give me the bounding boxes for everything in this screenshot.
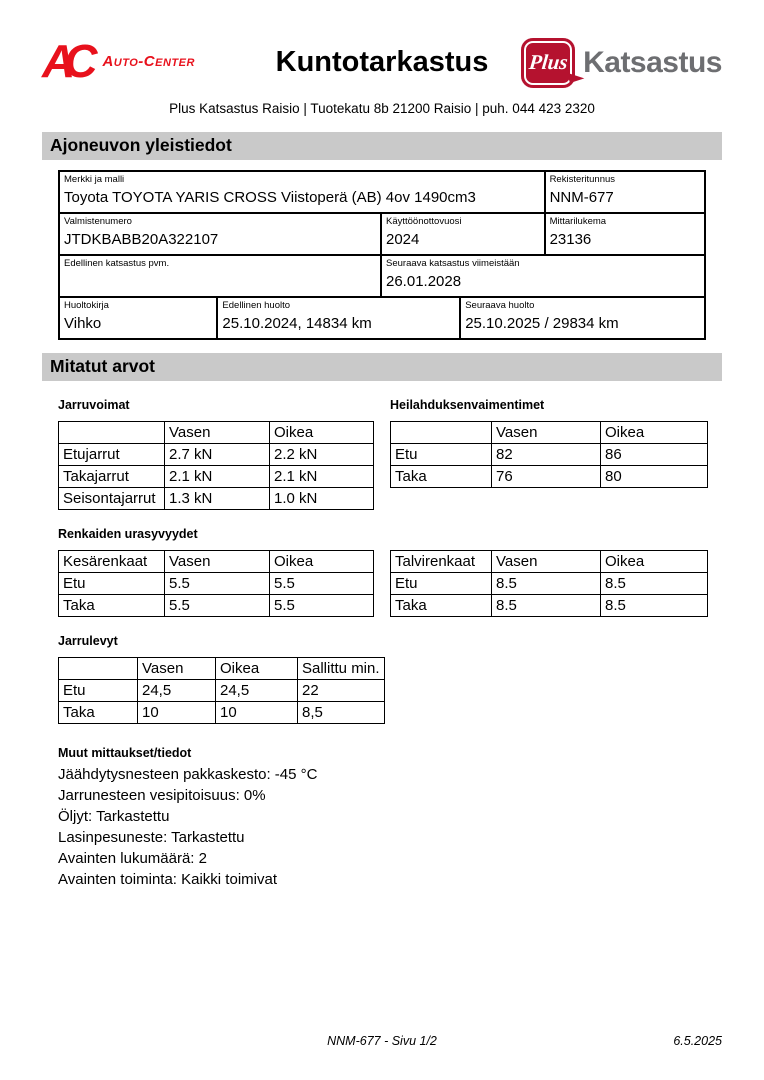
field-registration (546, 172, 704, 212)
table-cell: 86 (601, 444, 708, 466)
tire-tread-title: Renkaiden urasyvyydet (58, 527, 198, 541)
field-label: Mittarilukema (549, 216, 607, 227)
table-cell: Etujarrut (59, 444, 165, 466)
table-cell: Taka (391, 595, 492, 617)
table-cell: Takajarrut (59, 466, 165, 488)
measured-row-discs (0, 617, 764, 724)
field-value: Vihko (64, 315, 102, 332)
field-make-model (60, 172, 546, 212)
plus-katsastus-logo (510, 36, 722, 88)
table-header-cell: Oikea (270, 422, 374, 444)
table-cell: 8.5 (492, 573, 601, 595)
table-cell: Etu (59, 573, 165, 595)
katsastus-logo-text: Katsastus (583, 46, 722, 79)
table-cell: 82 (492, 444, 601, 466)
field-previous-service (218, 298, 461, 338)
plus-badge-icon (521, 38, 575, 88)
field-value: JTDKBABB20A322107 (64, 231, 219, 248)
table-header-cell: Kesärenkaat (59, 551, 165, 573)
footer-page-label: NNM-677 - Sivu 1/2 (327, 1034, 437, 1048)
table-cell: 2.1 kN (270, 466, 374, 488)
auto-center-monogram-icon: AC (42, 35, 87, 87)
field-label: Edellinen katsastus pvm. (64, 258, 170, 269)
table-row (391, 595, 708, 617)
table-row (59, 573, 374, 595)
measured-row-brakes-shocks (0, 381, 764, 510)
table-cell: Taka (59, 702, 138, 724)
vehicle-info-row (60, 298, 704, 338)
vehicle-info-row (60, 172, 704, 214)
brake-forces-table (58, 421, 374, 510)
table-header-cell: Oikea (601, 551, 708, 573)
table-header-cell (391, 422, 492, 444)
table-header-cell: Talvirenkaat (391, 551, 492, 573)
table-header-cell: Vasen (492, 551, 601, 573)
table-cell: 1.0 kN (270, 488, 374, 510)
section-header-general: Ajoneuvon yleistiedot (42, 132, 722, 160)
table-cell: Taka (391, 466, 492, 488)
shock-absorbers-table (390, 421, 708, 488)
table-header-cell: Oikea (216, 658, 298, 680)
field-odometer (546, 214, 704, 254)
measurement-line-oils: Öljyt: Tarkastettu (58, 808, 170, 825)
table-cell: 8.5 (601, 573, 708, 595)
winter-tires-table (390, 550, 708, 617)
vehicle-info-table (58, 170, 706, 340)
measured-row-tires (0, 510, 764, 617)
field-value: 25.10.2024, 14834 km (222, 315, 372, 332)
table-header-cell: Sallittu min. (298, 658, 385, 680)
table-cell: Etu (391, 573, 492, 595)
auto-center-logo (42, 35, 254, 87)
page-footer (0, 1034, 764, 1048)
table-cell: 10 (138, 702, 216, 724)
other-measurements-title: Muut mittaukset/tiedot (58, 746, 192, 760)
report-header (0, 0, 764, 88)
field-value: 23136 (549, 231, 592, 248)
table-row (59, 680, 385, 702)
summer-tires-table (58, 550, 374, 617)
field-label: Rekisteritunnus (549, 174, 616, 185)
table-header-cell: Oikea (270, 551, 374, 573)
field-service-book (60, 298, 218, 338)
table-cell: Etu (391, 444, 492, 466)
footer-date: 6.5.2025 (673, 1034, 722, 1048)
table-row (391, 466, 708, 488)
measurement-line-key-count: Avainten lukumäärä: 2 (58, 850, 207, 867)
field-next-inspection (382, 256, 704, 296)
table-cell: 8.5 (601, 595, 708, 617)
table-cell: 5.5 (270, 595, 374, 617)
table-row (59, 488, 374, 510)
table-cell: 22 (298, 680, 385, 702)
field-value: 26.01.2028 (386, 273, 462, 290)
table-cell: 80 (601, 466, 708, 488)
brake-discs-table (58, 657, 385, 724)
vehicle-info-row (60, 214, 704, 256)
field-value: 25.10.2025 / 29834 km (465, 315, 619, 332)
table-cell: 5.5 (165, 573, 270, 595)
field-label: Seuraava huolto (465, 300, 535, 311)
measurement-line-washer-fluid: Lasinpesuneste: Tarkastettu (58, 829, 245, 846)
field-value (64, 272, 376, 291)
table-header-cell: Oikea (601, 422, 708, 444)
table-header-cell: Vasen (165, 422, 270, 444)
measurement-line-coolant: Jäähdytysnesteen pakkaskesto: -45 °C (58, 766, 318, 783)
brake-forces-title: Jarruvoimat (58, 398, 130, 412)
table-header-cell: Vasen (492, 422, 601, 444)
table-row (59, 466, 374, 488)
table-cell: 1.3 kN (165, 488, 270, 510)
shock-absorbers-title: Heilahduksenvaimentimet (390, 398, 545, 412)
table-cell: 2.2 kN (270, 444, 374, 466)
table-header-cell (59, 422, 165, 444)
table-row (59, 702, 385, 724)
measurement-line-key-function: Avainten toiminta: Kaikki toimivat (58, 871, 277, 888)
table-cell: Etu (59, 680, 138, 702)
page-title: Kuntotarkastus (275, 46, 489, 78)
table-header-cell (59, 658, 138, 680)
field-first-use-year (382, 214, 546, 254)
table-cell: 5.5 (165, 595, 270, 617)
brake-discs-title: Jarrulevyt (58, 634, 118, 648)
table-cell: 24,5 (138, 680, 216, 702)
section-header-measured: Mitatut arvot (42, 353, 722, 381)
table-cell: 5.5 (270, 573, 374, 595)
table-cell: 24,5 (216, 680, 298, 702)
auto-center-logo-text: Auto-Center (102, 53, 195, 71)
field-label: Huoltokirja (64, 300, 109, 311)
field-value: 2024 (386, 231, 420, 248)
field-label: Käyttöönottovuosi (386, 216, 462, 227)
field-vin (60, 214, 382, 254)
table-cell: 8.5 (492, 595, 601, 617)
field-label: Edellinen huolto (222, 300, 291, 311)
table-cell: Taka (59, 595, 165, 617)
vehicle-info-row (60, 256, 704, 298)
field-next-service (461, 298, 704, 338)
other-measurements-section (0, 746, 764, 890)
station-address: Plus Katsastus Raisio | Tuotekatu 8b 21200 Raisio | puh. 044 423 2320 (169, 101, 595, 116)
plus-badge-text: Plus (527, 49, 569, 74)
field-label: Seuraava katsastus viimeistään (386, 258, 520, 269)
table-header-cell: Vasen (138, 658, 216, 680)
measurement-line-brake-fluid: Jarrunesteen vesipitoisuus: 0% (58, 787, 266, 804)
table-cell: 2.1 kN (165, 466, 270, 488)
table-row (391, 573, 708, 595)
field-label: Valmistenumero (64, 216, 132, 227)
field-previous-inspection (60, 256, 382, 296)
table-cell: 8,5 (298, 702, 385, 724)
table-row (391, 444, 708, 466)
table-cell: 10 (216, 702, 298, 724)
field-value: NNM-677 (549, 189, 614, 206)
table-row (59, 444, 374, 466)
table-header-cell: Vasen (165, 551, 270, 573)
table-cell: Seisontajarrut (59, 488, 165, 510)
table-cell: 76 (492, 466, 601, 488)
field-value: Toyota TOYOTA YARIS CROSS Viistoperä (AB) 4ov 1490cm3 (64, 189, 476, 206)
table-row (59, 595, 374, 617)
table-cell: 2.7 kN (165, 444, 270, 466)
field-label: Merkki ja malli (64, 174, 125, 185)
